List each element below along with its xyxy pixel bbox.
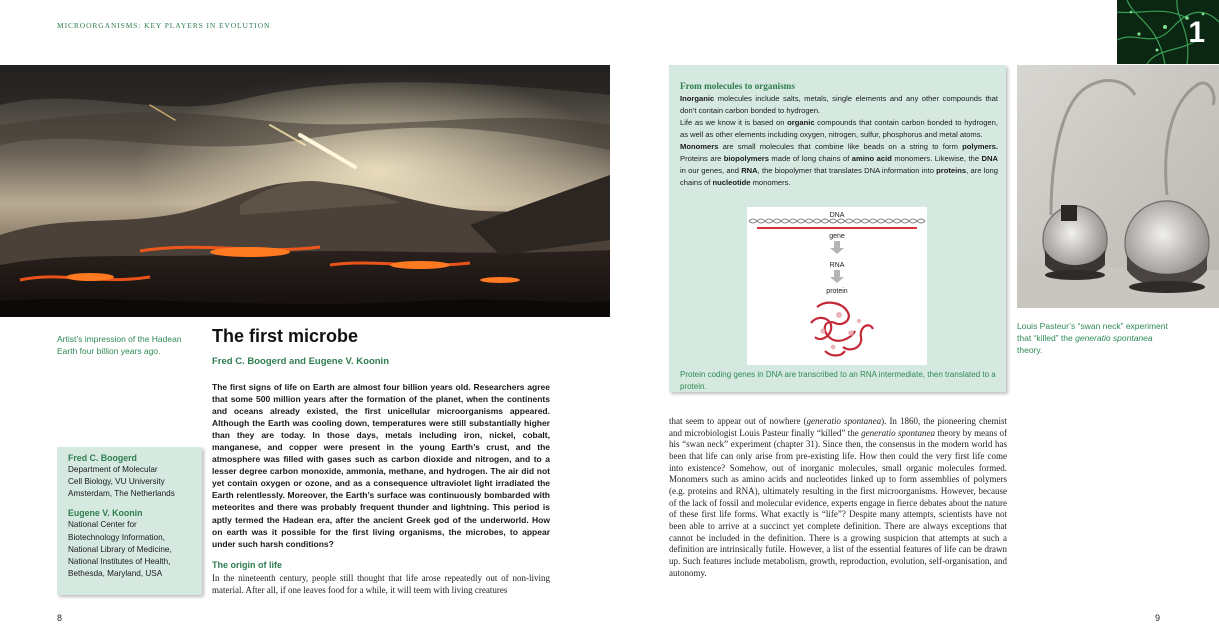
swan-neck-flask-photo xyxy=(1017,65,1219,308)
protein-structure xyxy=(811,303,873,356)
dna-label: DNA xyxy=(829,212,845,219)
chapter-tab xyxy=(1117,0,1219,64)
author-affiliation: Amsterdam, The Netherlands xyxy=(68,489,175,499)
author-affiliation: Cell Biology, VU University xyxy=(68,477,165,487)
gene-label: gene xyxy=(829,233,845,240)
author-affiliation: Biotechnology Information, xyxy=(68,532,165,542)
body-text-right: that seem to appear out of nowhere (generatio spontanea). In 1860, the pioneering chemist and microbiologist Louis Pasteur finally “killed” the generatio spontanea theory by means of his “swan neck” experiment (chapter 31). Since then, the consensus in the modern world has been that life can only arise from pre-existing life. How then could the very first life come into existence? Somehow, out of inorganic molecules, small organic molecules formed. Monomers such as amino acids and nucleotides linked up to form assemblies of polymers (e.g. proteins and RNA), ultimately resulting in the first microorganisms. However, because of the lack of fossil and molecular evidence, experts engage in fierce debates about the nature of these first life forms. What exactly is “life”? Despite many attempts, scientists have not been able to arrive at a succinct yet complete definition. There are always exceptions that cannot be included in the definition. There is a growing suspicion that attempts at such a definition are intrinsically futile. However, a list of the essential features of life can be drawn up. Such features include metabolism, growth, reproduction, evolution, self-organisation, and autonomy. xyxy=(669,416,1007,578)
author-name: Eugene V. Koonin xyxy=(68,508,143,519)
author-info-box xyxy=(57,447,202,595)
protein-label: protein xyxy=(826,288,848,295)
chapter-number: 1 xyxy=(1188,16,1205,49)
info-box-text xyxy=(680,93,998,189)
gene-segment xyxy=(757,227,917,229)
hadean-earth-illustration xyxy=(0,65,610,317)
author-affiliation: Bethesda, Maryland, USA xyxy=(68,568,163,578)
arrow-down-icon xyxy=(830,241,844,254)
info-box-title: From molecules to organisms xyxy=(680,81,795,91)
info-paragraph: Monomers are small molecules that combine like beads on a string to form polymers. Proteins are biopolymers made of long chains of amino acid monomers. Likewise, the DNA in our genes, and RNA, the biopolymer that translates DNA information into proteins, are long chains of nucleotide monomers. xyxy=(680,142,998,187)
dna-to-protein-figure xyxy=(747,207,927,365)
page-number-left: 8 xyxy=(57,613,63,623)
intro-paragraph: The first signs of life on Earth are almost four billion years old. Researchers agree that some 500 million years after the formation of the planet, when the continents and oceans already existed, the first unicellular microorganisms appeared. Although the Earth was cooling down, temperatures were still substantially higher than they are today. In those days, metals including iron, nickel, cobalt, manganese, and copper were present in the young Earth’s crust, and the atmosphere was filled with gases such as carbon dioxide and nitrogen, and to a lesser degree carbon monoxide, ammonia, methane, and hydrogen. The air did not yet contain oxygen or ozone, and as a consequence ultraviolet light irradiated the Earth relentlessly. Moreover, the Earth’s surface was continuously bombarded with meteorites and there was probably frequent thunder and lightning. This period is aptly termed the Hadean era, after the ancient Greek god of the underworld. How on earth was it possible for the first living organisms, the microbes, to appear under such harsh conditions? xyxy=(212,382,550,549)
article-title: The first microbe xyxy=(212,326,359,346)
author-affiliation: National Institutes of Health, xyxy=(68,556,171,566)
author-affiliation: National Library of Medicine, xyxy=(68,544,172,554)
author-affiliation: Department of Molecular xyxy=(68,465,158,475)
dna-double-helix xyxy=(749,219,925,223)
photo-caption: Louis Pasteur’s “swan neck” experiment that “killed” the generatio spontanea theory. xyxy=(1017,321,1168,355)
figure-caption: Protein coding genes in DNA are transcribed to an RNA intermediate, then translated to a protein. xyxy=(680,370,996,391)
info-paragraph: Life as we know it is based on organic compounds that contain carbon bonded to hydrogen, as well as other elements including oxygen, nitrogen, sulfur, phosphorus and metal atoms. xyxy=(680,118,998,139)
info-paragraph: Inorganic molecules include salts, metals, single elements and any other compounds that don’t contain carbon bonded to hydrogen. xyxy=(680,94,998,115)
running-head: MICROORGANISMS: KEY PLAYERS IN EVOLUTION xyxy=(57,21,271,30)
article-authors: Fred C. Boogerd and Eugene V. Koonin xyxy=(212,356,389,367)
body-text-left: In the nineteenth century, people still thought that life arose repeatedly out of non-living material. After all, if one leaves food for a while, it will teem with living creatures xyxy=(212,573,550,595)
section-heading: The origin of life xyxy=(212,560,282,570)
molecules-info-box xyxy=(669,65,1006,392)
arrow-down-icon xyxy=(830,270,844,283)
author-affiliation: National Center for xyxy=(68,520,137,530)
rna-label: RNA xyxy=(829,262,845,269)
page-number-right: 9 xyxy=(1155,613,1161,623)
author-name: Fred C. Boogerd xyxy=(68,453,137,463)
hero-caption: Artist’s impression of the Hadean Earth four billion years ago. xyxy=(57,334,182,356)
